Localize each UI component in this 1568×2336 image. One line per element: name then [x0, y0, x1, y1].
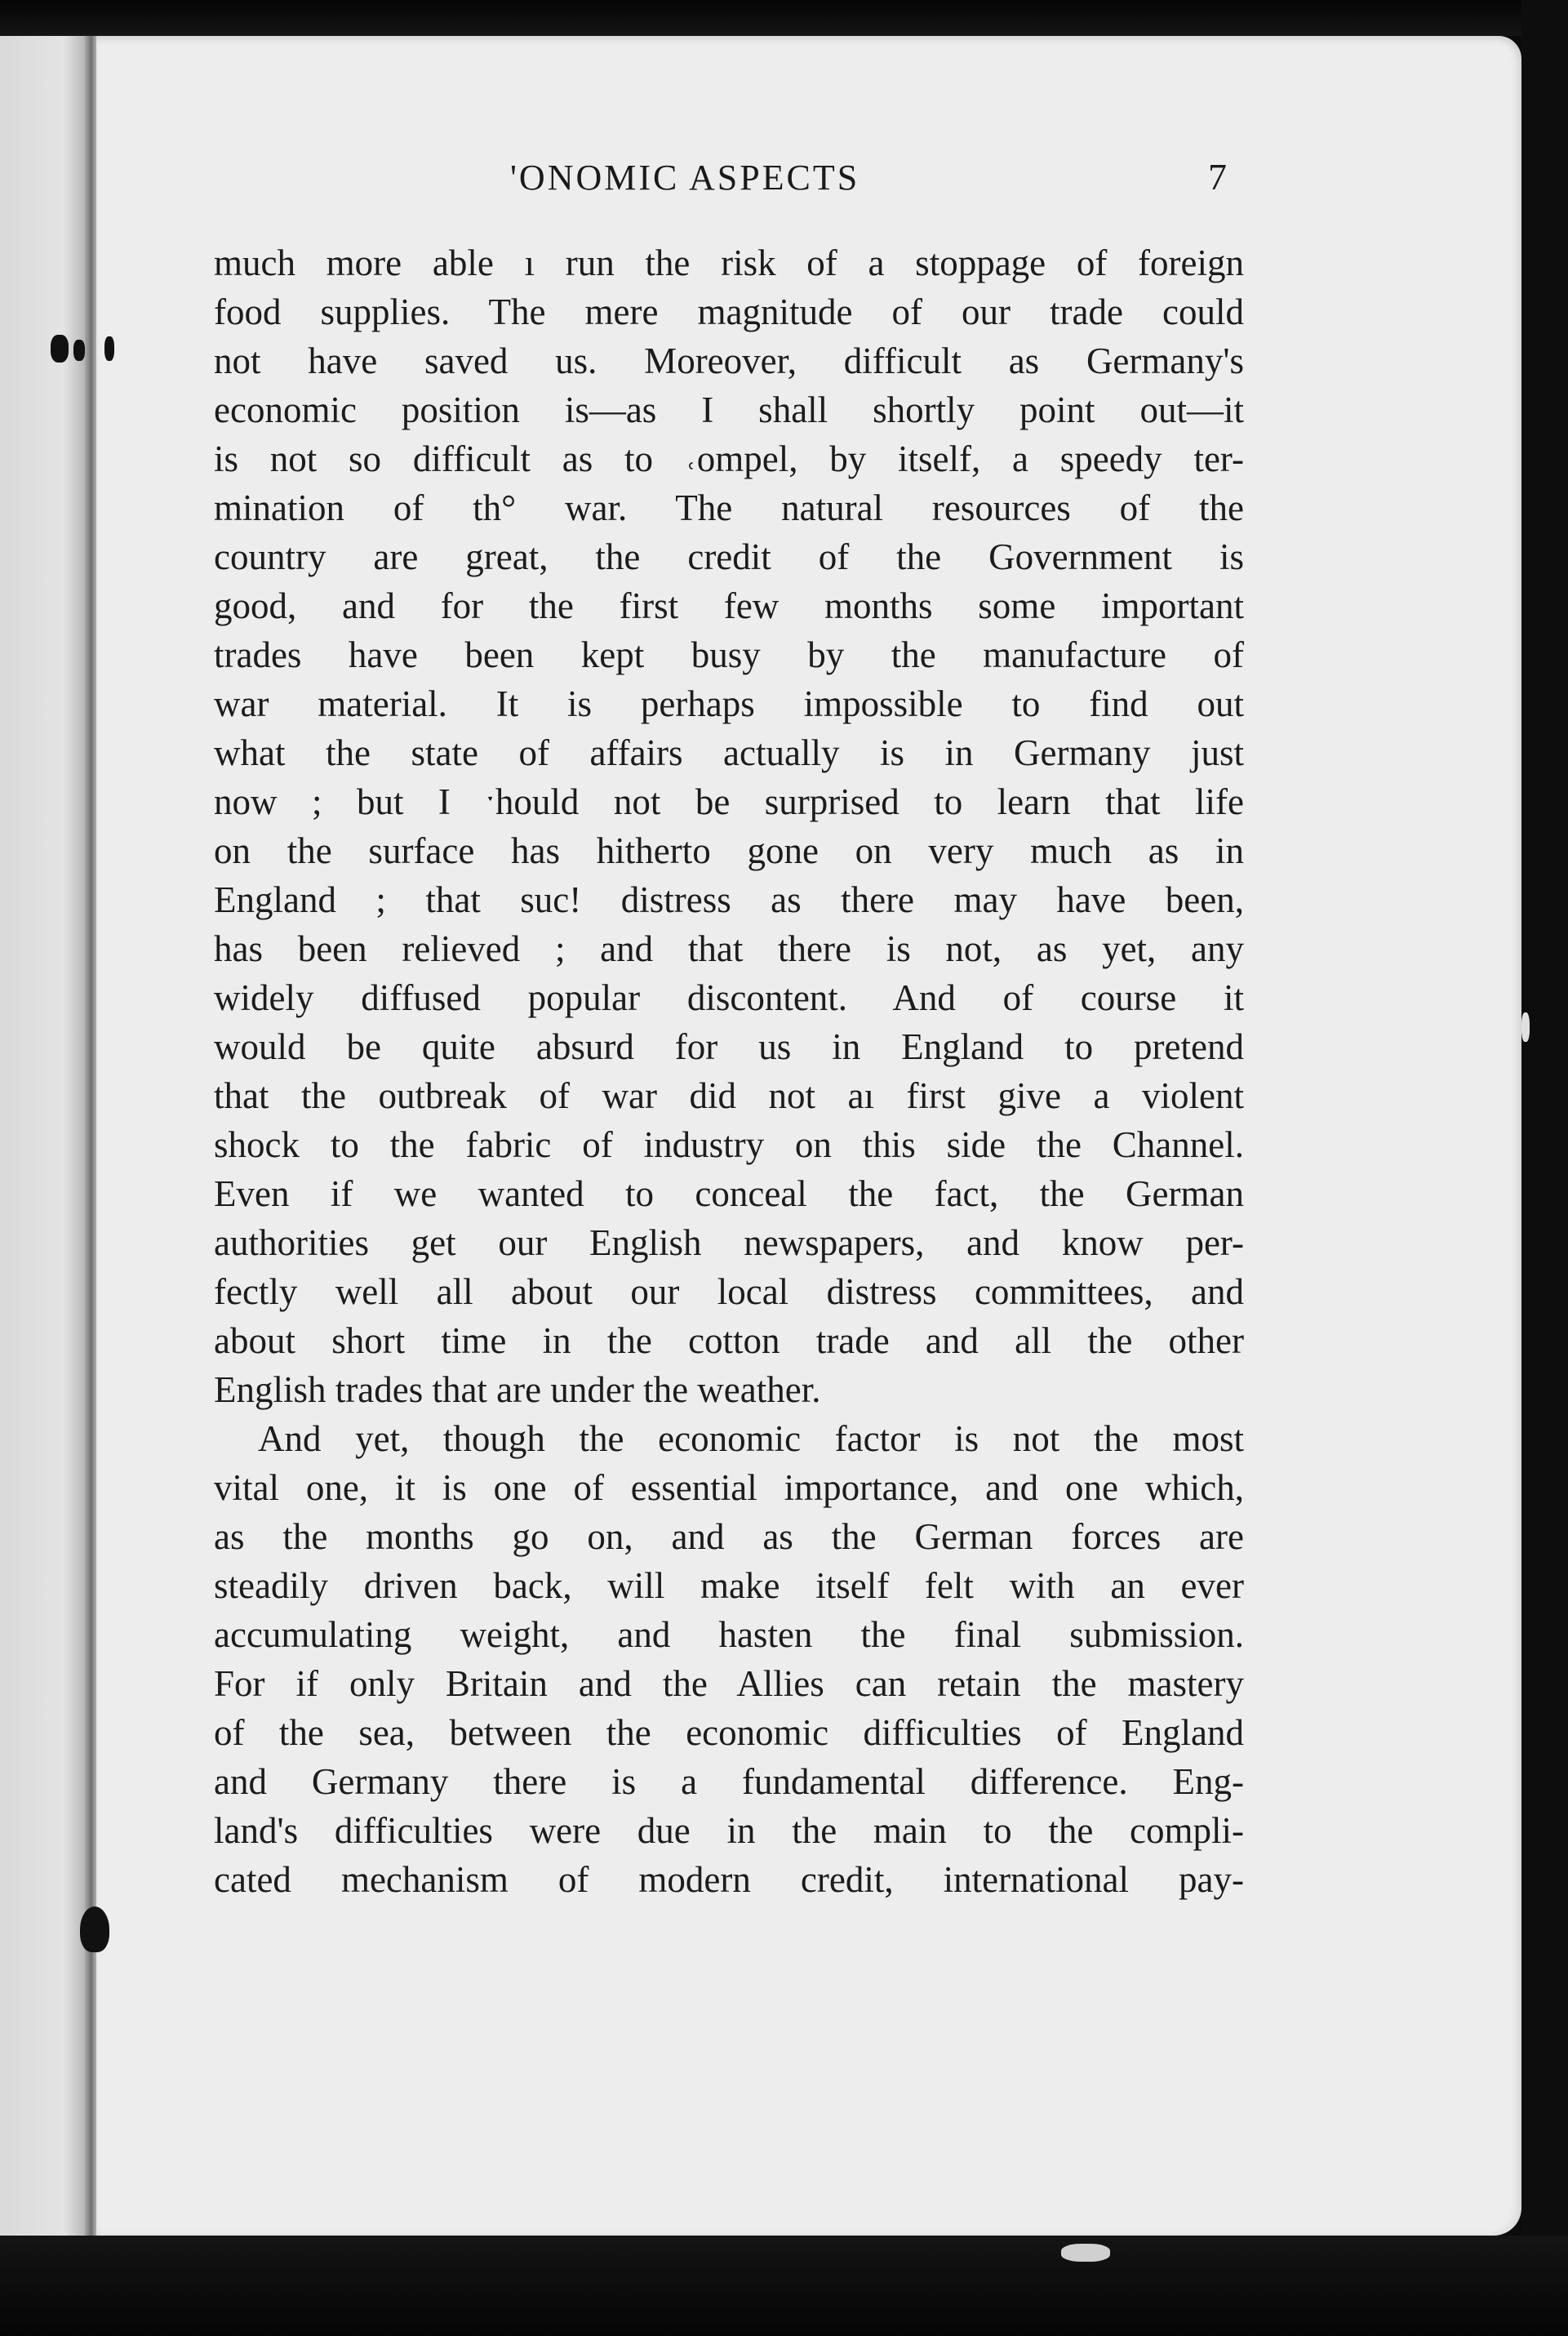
- ink-blot-mark: [1521, 1012, 1530, 1042]
- text-line: would be quite absurd for us in England to pretend: [214, 1026, 1244, 1067]
- text-line: economic position is—as I shall shortly point out—it: [214, 389, 1244, 430]
- text-line: steadily driven back, will make itself felt with an ever: [214, 1565, 1244, 1606]
- text-line: on the surface has hitherto gone on very much as in: [214, 830, 1244, 871]
- text-line: English trades that are under the weather.: [214, 1369, 821, 1410]
- scan-right-border: [1521, 0, 1568, 2336]
- text-line: much more able ı run the risk of a stoppage of foreign: [214, 242, 1244, 283]
- text-line: trades have been kept busy by the manufacture of: [214, 634, 1244, 675]
- ink-blot-mark: [80, 1907, 109, 1952]
- scan-top-border: [0, 0, 1568, 36]
- text-line: as the months go on, and as the German forces are: [214, 1516, 1244, 1557]
- text-line: cated mechanism of modern credit, international pay-: [214, 1859, 1244, 1900]
- scan-bottom-border: [0, 2236, 1568, 2336]
- body-text: [214, 238, 1244, 1904]
- text-line: Even if we wanted to conceal the fact, the German: [214, 1173, 1244, 1214]
- text-line: that the outbreak of war did not aı first give a violent: [214, 1075, 1244, 1116]
- text-line: And yet, though the economic factor is not the most: [258, 1418, 1244, 1459]
- ink-blot-mark: [51, 335, 69, 363]
- ink-blot-mark: [104, 336, 114, 361]
- text-line: mination of th° war. The natural resources of the: [214, 487, 1244, 528]
- text-line: fectly well all about our local distress committees, and: [214, 1271, 1244, 1312]
- text-line: good, and for the first few months some important: [214, 585, 1244, 626]
- text-line: is not so difficult as to ˓ompel, by itself, a speedy ter-: [214, 438, 1244, 479]
- text-line: what the state of affairs actually is in Germany just: [214, 732, 1244, 773]
- text-line: has been relieved ; and that there is not, as yet, any: [214, 928, 1244, 969]
- text-line: food supplies. The mere magnitude of our trade could: [214, 291, 1244, 332]
- text-line: shock to the fabric of industry on this side the Channel.: [214, 1124, 1244, 1165]
- text-line: and Germany there is a fundamental difference. Eng-: [214, 1761, 1244, 1802]
- text-line: now ; but I ˑhould not be surprised to learn that life: [214, 781, 1244, 822]
- running-head: 'ONOMIC ASPECTS: [510, 158, 860, 198]
- text-line: widely diffused popular discontent. And of course it: [214, 977, 1244, 1018]
- text-line: For if only Britain and the Allies can retain the mastery: [214, 1663, 1244, 1704]
- page-number: 7: [1208, 156, 1227, 198]
- text-line: country are great, the credit of the Government is: [214, 536, 1244, 577]
- text-line: accumulating weight, and hasten the final submission.: [214, 1614, 1244, 1655]
- text-line: authorities get our English newspapers, and know per-: [214, 1222, 1244, 1263]
- text-line: land's difficulties were due in the main to the compli-: [214, 1810, 1244, 1851]
- text-line: not have saved us. Moreover, difficult as Germany's: [214, 340, 1244, 381]
- text-line: of the sea, between the economic difficulties of England: [214, 1712, 1244, 1753]
- ink-blot-mark: [73, 340, 85, 361]
- text-line: England ; that suc! distress as there may have been,: [214, 879, 1244, 920]
- previous-page-edge: [0, 36, 91, 2236]
- ink-blot-mark: [1061, 2244, 1110, 2262]
- text-line: war material. It is perhaps impossible to find out: [214, 683, 1244, 724]
- text-line: about short time in the cotton trade and all the other: [214, 1320, 1244, 1361]
- text-line: vital one, it is one of essential importance, and one which,: [214, 1467, 1244, 1508]
